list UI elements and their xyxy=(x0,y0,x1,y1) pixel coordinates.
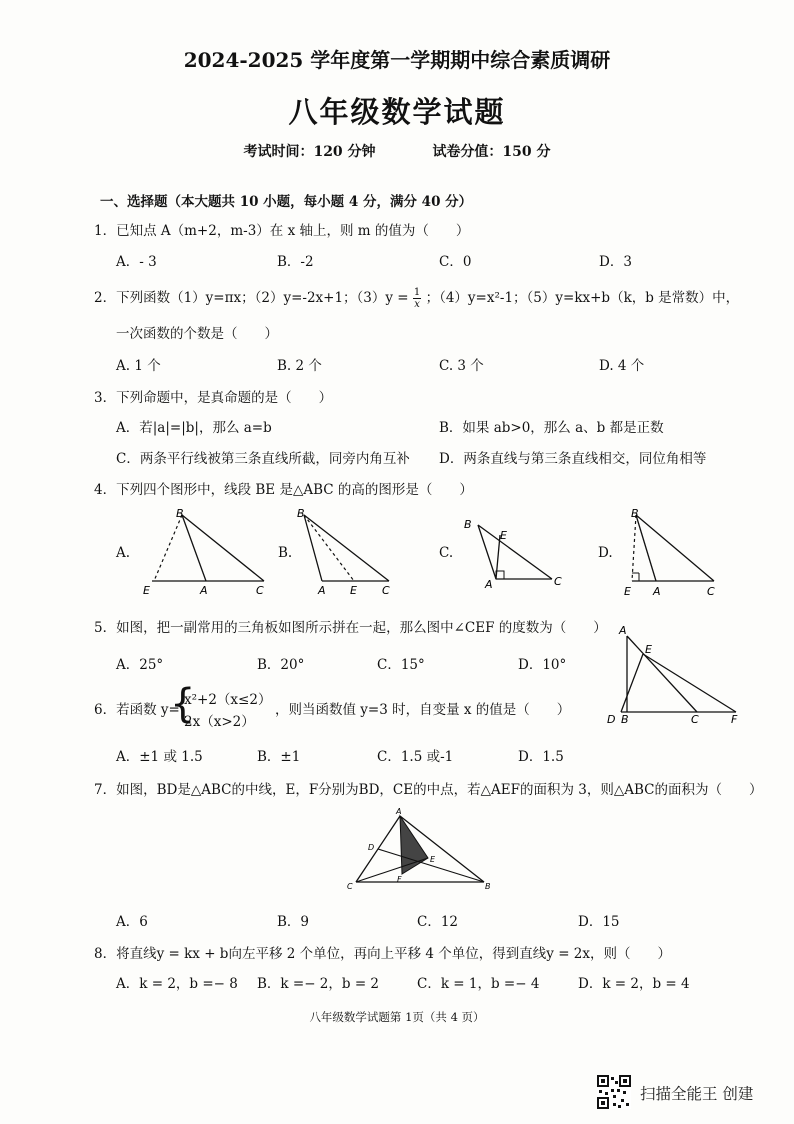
q6-brace: { xyxy=(170,681,196,727)
question-2-line-1 xyxy=(94,286,739,310)
q8-option-a: A．k = 2，b =− 8 xyxy=(116,976,238,992)
label-a: A xyxy=(653,585,661,598)
q6-option-a: A．±1 或 1.5 xyxy=(116,749,203,765)
q2-option-c: C. 3 个 xyxy=(439,358,484,374)
q6-case-2: 2x（x>2） xyxy=(184,714,255,730)
q6-option-c: C．1.5 或-1 xyxy=(377,749,454,765)
q3-option-d: D．两条直线与第三条直线相交，同位角相等 xyxy=(439,451,707,467)
q1-option-c: C．0 xyxy=(439,254,472,270)
label-e: E xyxy=(350,584,357,597)
q7-figure xyxy=(338,806,498,892)
exam-info xyxy=(0,141,794,161)
question-5: 5．如图，把一副常用的三角板如图所示拼在一起，那么图中∠CEF 的度数为（ ） xyxy=(94,620,607,636)
label-a: A xyxy=(619,624,627,637)
fraction-denominator: x xyxy=(414,299,420,310)
q5-option-c: C．15° xyxy=(377,657,425,673)
label-a: A xyxy=(396,807,402,816)
q6-option-b: B．±1 xyxy=(257,749,301,765)
q8-option-d: D．k = 2，b = 4 xyxy=(578,976,690,992)
label-b: B xyxy=(464,518,472,531)
label-e: E xyxy=(624,585,631,598)
q7-option-a: A．6 xyxy=(116,914,148,930)
q3-option-b: B．如果 ab>0，那么 a、b 都是正数 xyxy=(439,420,664,436)
label-b: B xyxy=(297,507,305,520)
label-a: A xyxy=(485,578,493,591)
q4-figure-b xyxy=(292,503,398,598)
label-f: F xyxy=(731,713,738,726)
label-e: E xyxy=(645,643,652,656)
q4-figure-c xyxy=(458,513,570,593)
q2-option-a: A. 1 个 xyxy=(116,358,161,374)
page-footer: 八年级数学试题第 1页（共 4 页） xyxy=(309,1010,485,1024)
question-8: 8．将直线y = kx + b向左平移 2 个单位，再向上平移 4 个单位，得到直线y = 2x，则（ ） xyxy=(94,946,672,962)
label-c: C xyxy=(707,585,715,598)
exam-period-title: 2024-2025 学年度第一学期期中综合素质调研 xyxy=(183,48,611,72)
label-a: A xyxy=(200,584,208,597)
q5-option-a: A．25° xyxy=(116,657,164,673)
q5-option-d: D．10° xyxy=(518,657,567,673)
q4-option-d: D. xyxy=(598,545,613,561)
label-e: E xyxy=(430,855,436,864)
scanner-watermark: 扫描全能王 创建 xyxy=(640,1085,754,1103)
label-f: F xyxy=(397,875,402,884)
label-b: B xyxy=(485,882,491,891)
label-b: B xyxy=(621,713,629,726)
q6-suffix: ，则当函数值 y=3 时，自变量 x 的值是（ ） xyxy=(275,702,571,718)
q6-case-1: x²+2（x≤2） xyxy=(184,692,272,708)
question-2-line-2: 一次函数的个数是（ ） xyxy=(116,326,278,342)
q7-option-d: D．15 xyxy=(578,914,620,930)
label-e: E xyxy=(500,529,507,542)
label-b: B xyxy=(176,507,184,520)
label-c: C xyxy=(691,713,699,726)
label-b: B xyxy=(631,507,639,520)
q2-text-a: 2．下列函数（1）y=πx；（2）y=-2x+1；（3）y = xyxy=(94,290,409,306)
label-e: E xyxy=(143,584,150,597)
q4-figure-d xyxy=(618,503,724,598)
q4-option-b: B. xyxy=(278,545,293,561)
q5-figure xyxy=(601,622,751,727)
question-4: 4．下列四个图形中，线段 BE 是△ABC 的高的图形是（ ） xyxy=(94,482,473,498)
label-c: C xyxy=(382,584,390,597)
q2-option-b: B. 2 个 xyxy=(277,358,322,374)
qr-code-icon xyxy=(597,1075,631,1109)
q8-option-b: B．k =− 2，b = 2 xyxy=(257,976,380,992)
q6-prefix: 6．若函数 y= xyxy=(94,702,180,718)
exam-score: 试卷分值：150 分 xyxy=(432,144,551,160)
q8-option-c: C．k = 1，b =− 4 xyxy=(417,976,540,992)
q1-option-b: B．-2 xyxy=(277,254,314,270)
q7-option-c: C．12 xyxy=(417,914,459,930)
label-c: C xyxy=(347,882,353,891)
q4-figure-a xyxy=(140,503,272,598)
q6-option-d: D．1.5 xyxy=(518,749,564,765)
label-d: D xyxy=(368,843,375,852)
q1-option-d: D．3 xyxy=(599,254,632,270)
q3-option-a: A．若|a|=|b|，那么 a=b xyxy=(116,420,272,436)
q7-option-b: B．9 xyxy=(277,914,310,930)
question-1: 1．已知点 A（m+2，m-3）在 x 轴上，则 m 的值为（ ） xyxy=(94,223,470,239)
label-c: C xyxy=(554,575,562,588)
q2-fraction xyxy=(413,287,421,310)
question-7: 7．如图，BD是△ABC的中线，E，F分别为BD，CE的中点，若△AEF的面积为 3，则△ABC的面积为（ ） xyxy=(94,782,763,798)
exam-time: 考试时间：120 分钟 xyxy=(243,144,376,160)
q2-option-d: D. 4 个 xyxy=(599,358,645,374)
section-heading: 一、选择题（本大题共 10 小题，每小题 4 分，满分 40 分） xyxy=(100,194,473,210)
question-3: 3．下列命题中，是真命题的是（ ） xyxy=(94,390,333,406)
fraction-numerator: 1 xyxy=(413,287,421,298)
q5-option-b: B．20° xyxy=(257,657,305,673)
q2-text-b: ；（4）y=x²-1；（5）y=kx+b（k，b 是常数）中， xyxy=(425,290,740,306)
q1-option-a: A．- 3 xyxy=(116,254,157,270)
exam-title: 八年级数学试题 xyxy=(288,95,506,129)
q4-option-a: A. xyxy=(116,545,131,561)
q3-option-c: C．两条平行线被第三条直线所截，同旁内角互补 xyxy=(116,451,410,467)
label-d: D xyxy=(607,713,616,726)
label-a: A xyxy=(318,584,326,597)
q4-option-c: C. xyxy=(439,545,454,561)
label-c: C xyxy=(256,584,264,597)
